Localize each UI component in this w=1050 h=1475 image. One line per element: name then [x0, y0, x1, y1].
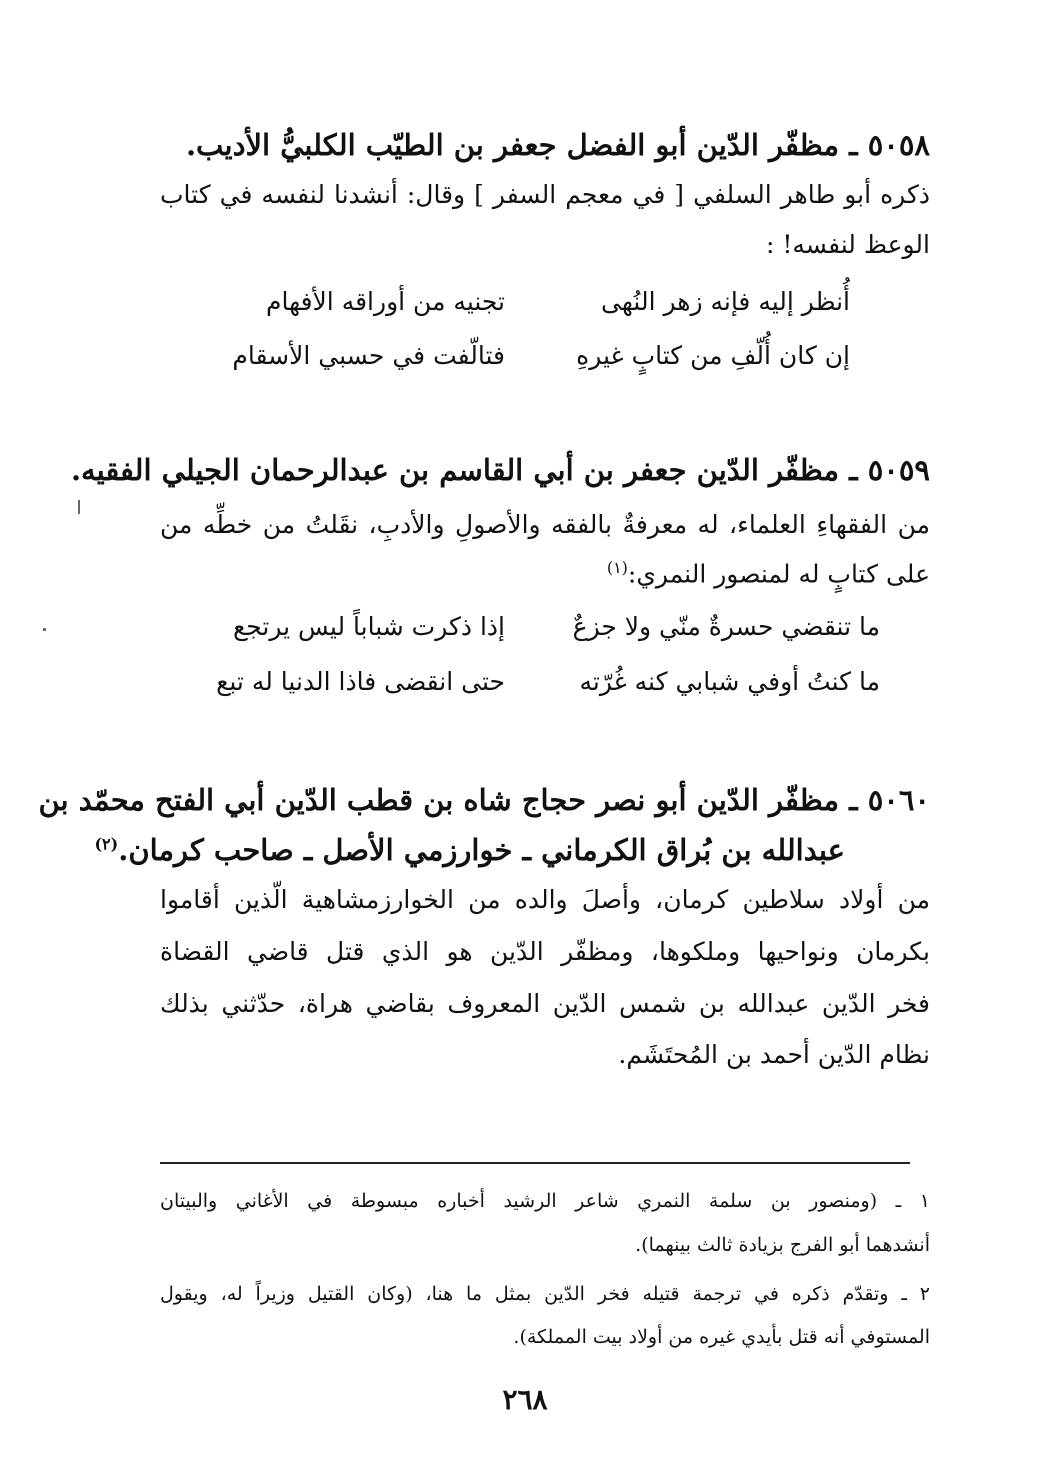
verse-5059-1-left: إذا ذكرت شباباً ليس يرتجع: [232, 612, 505, 641]
entry-5059-line-2-text: على كتابٍ له لمنصور النمري:: [627, 559, 930, 589]
entry-5060-heading-line-2-text: عبدالله بن بُراق الكرماني ـ خوارزمي الأصل ـ صاحب كرمان.: [118, 833, 845, 867]
footnote-ref-2: (٢): [94, 834, 119, 854]
entry-5060-line-2: بكرمان ونواحيها وملكوها، ومظفّر الدّين هو الذي قتل قاضي القضاة: [160, 937, 930, 966]
entry-5058-line-2: الوعظ لنفسه! :: [765, 230, 930, 259]
verse-5058-1-left: تجنيه من أوراقه الأفهام: [265, 287, 505, 316]
entry-5060-line-1: من أولاد سلاطين كرمان، وأصلَ والده من الخوارزمشاهية الّذين أقاموا: [160, 885, 930, 914]
entry-5060-heading-line-1: ٥٠٦٠ ـ مظفّر الدّين أبو نصر حجاج شاه بن قطب الدّين أبي الفتح محمّد بن: [38, 783, 930, 817]
verse-5058-2-left: فتالّفت في حسبي الأسقام: [232, 341, 505, 370]
verse-5059-1-right: ما تنقضي حسرةٌ منّي ولا جزعٌ: [572, 612, 880, 641]
footnote-1-line-2: أنشدهما أبو الفرج بزيادة ثالث بينهما).: [635, 1234, 930, 1256]
verse-5059-2-right: ما كنتُ أوفي شبابي كنه غُرّته: [579, 667, 880, 696]
entry-5060-line-3: فخر الدّين عبدالله بن شمس الدّين المعروف بقاضي هراة، حدّثني بذلك: [160, 989, 930, 1018]
entry-5060-line-4: نظام الدّين أحمد بن المُحتَشَم.: [618, 1040, 930, 1069]
footnote-separator: [160, 1162, 910, 1164]
entry-5059-line-2: [607, 558, 930, 588]
entry-5058-line-1: ذكره أبو طاهر السلفي [ في معجم السفر ] وقال: أنشدنا لنفسه في كتاب: [160, 180, 930, 209]
scan-speck: [43, 628, 46, 631]
footnote-2-line-1: ٢ ـ وتقدّم ذكره في ترجمة قتيله فخر الدّين بمثل ما هنا، (وكان القتيل وزيراً له، ويقول: [160, 1283, 930, 1305]
entry-5059-heading: ٥٠٥٩ ـ مظفّر الدّين جعفر بن أبي القاسم بن عبدالرحمان الجيلي الفقيه.: [70, 453, 930, 487]
page-number: ٢٦٨: [502, 1383, 548, 1416]
footnote-2-line-2: المستوفي أنه قتل بأيدي غيره من أولاد بيت المملكة).: [513, 1326, 930, 1348]
entry-5059-line-1: من الفقهاءِ العلماء، له معرفةٌ بالفقه والأصولِ والأدبِ، نقَلتُ من خطِّه من: [160, 510, 930, 539]
scan-speck: [78, 500, 80, 514]
footnote-ref-1: (١): [606, 558, 628, 577]
verse-5059-2-left: حتى انقضى فاذا الدنيا له تبع: [216, 667, 505, 696]
footnote-1-line-1: ١ ـ (ومنصور بن سلمة النمري شاعر الرشيد أخباره مبسوطة في الأغاني والبيتان: [160, 1190, 930, 1212]
entry-5060-heading-line-2: [94, 833, 845, 867]
verse-5058-2-right: إن كان أُلّفِ من كتابٍ غيرهِ: [576, 341, 850, 370]
verse-5058-1-right: أُنظر إليه فإنه زهر النُهى: [601, 287, 850, 316]
entry-5058-heading: ٥٠٥٨ ـ مظفّر الدّين أبو الفضل جعفر بن الطيّب الكلبيُّ الأديب.: [185, 128, 930, 162]
